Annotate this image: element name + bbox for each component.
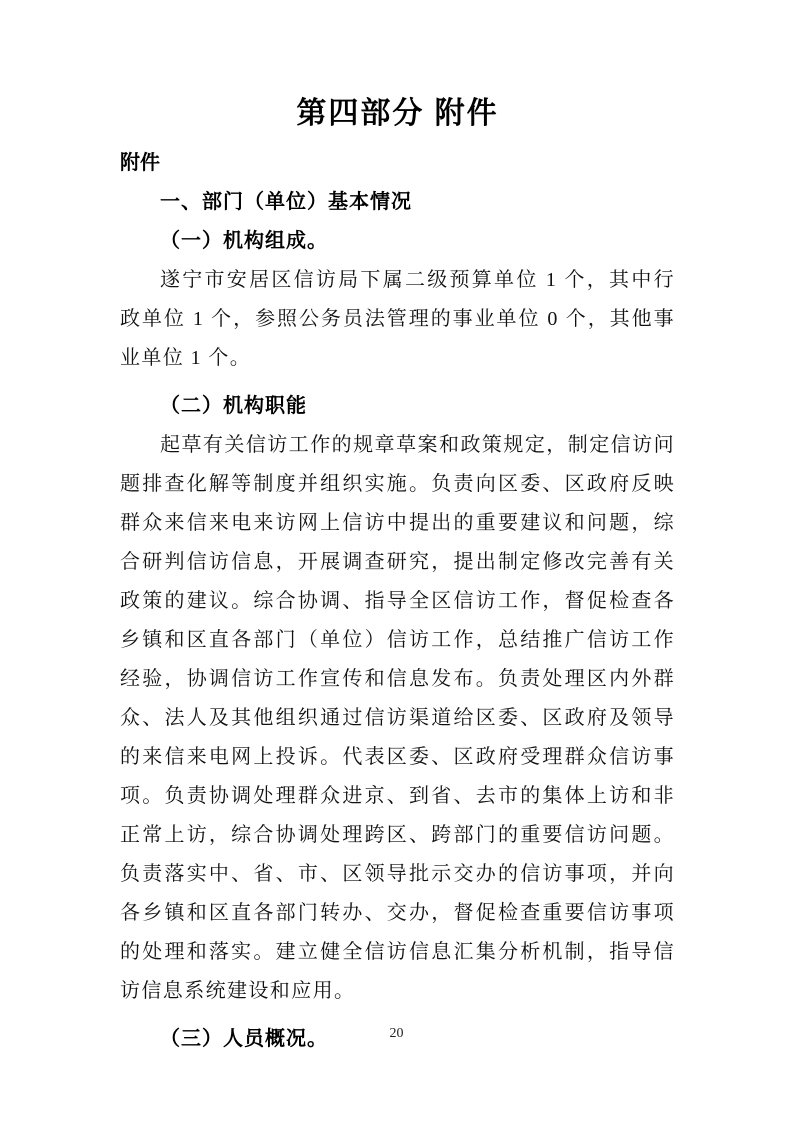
- subsection-heading-personnel: （三）人员概况。: [160, 1028, 328, 1050]
- section-heading-basic-info: 一、部门（单位）基本情况: [160, 191, 412, 213]
- paragraph-organization: 遂宁市安居区信访局下属二级预算单位 1 个，其中行政单位 1 个，参照公务员法管理的事业单位 0 个，其他事业单位 1 个。: [120, 269, 675, 369]
- attachment-label: 附件: [120, 152, 160, 174]
- subsection-heading-organization: （一）机构组成。: [160, 230, 328, 252]
- subsection-heading-functions: （二）机构职能: [160, 395, 307, 417]
- document-title: 第四部分 附件: [296, 97, 499, 130]
- paragraph-functions: 起草有关信访工作的规章草案和政策规定，制定信访问题排查化解等制度并组织实施。负责向区委、区政府反映群众来信来电来访网上信访中提出的重要建议和问题，综合研判信访信息，开展调查研究，提出制定修改完善有关政策的建议。综合协调、指导全区信访工作，督促检查各乡镇和区直各部门（单位）信访工作，总结推广信访工作经验，协调信访工作宣传和信息发布。负责处理区内外群众、法人及其他组织通过信访渠道给区委、区政府及领导的来信来电网上投诉。代表区委、区政府受理群众信访事项。负责协调处理群众进京、到省、去市的集体上访和非正常上访，综合协调处理跨区、跨部门的重要信访问题。负责落实中、省、市、区领导批示交办的信访事项，并向各乡镇和区直各部门转办、交办，督促检查重要信访事项的处理和落实。建立健全信访信息汇集分析机制，指导信访信息系统建设和应用。: [120, 434, 675, 1002]
- page-number: 20: [389, 1026, 404, 1041]
